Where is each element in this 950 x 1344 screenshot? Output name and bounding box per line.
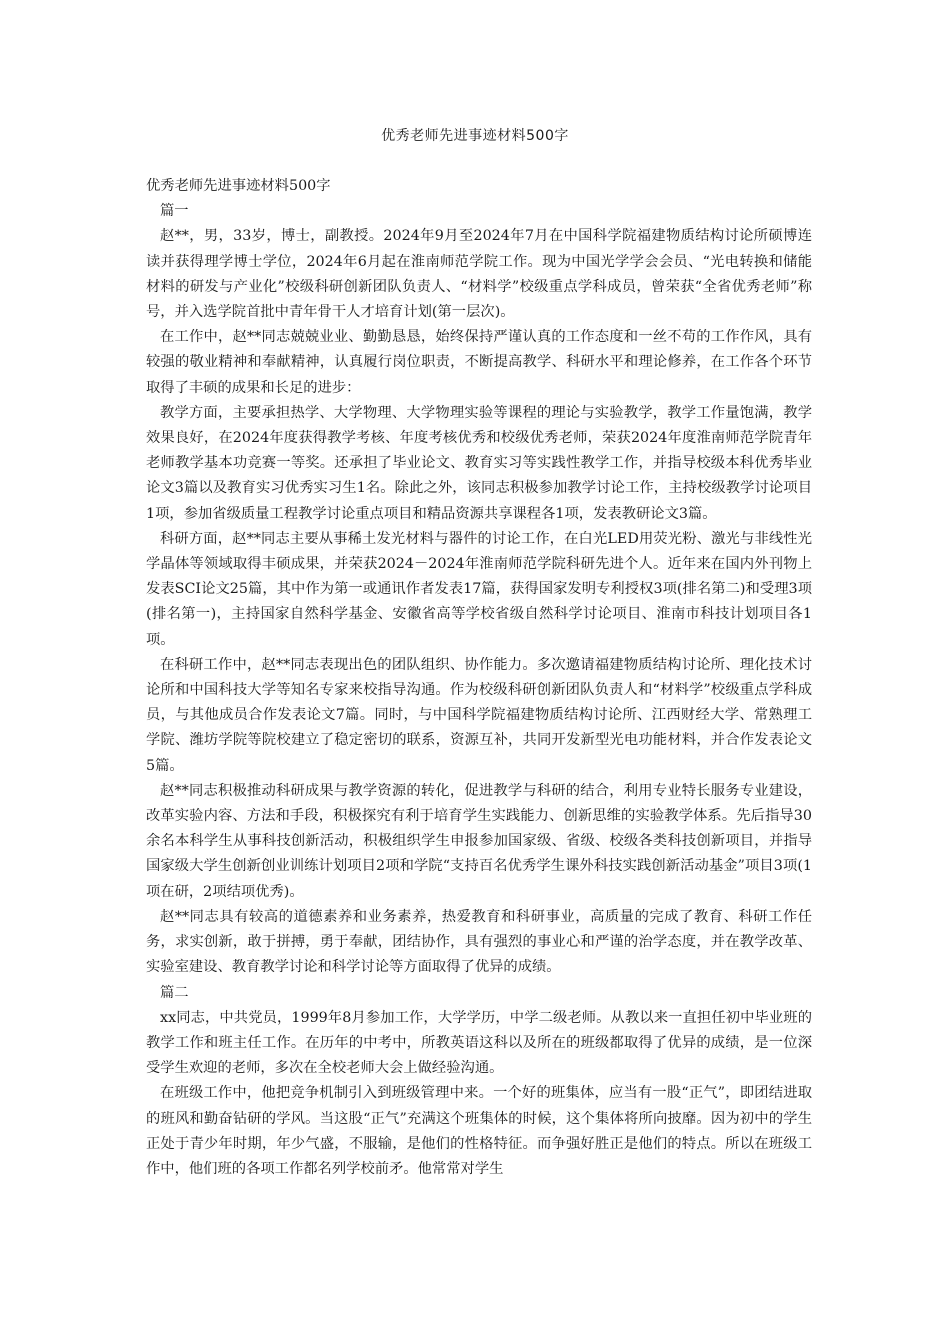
paragraph: xx同志，中共党员，1999年8月参加工作，大学学历，中学二级老师。从教以来一直担任初中毕业班的教学工作和班主任工作。在历年的中考中，所教英语这科以及所在的班级都取得了优异的成绩，是一位深受学生欢迎的老师，多次在全校老师大会上做经验沟通。 [146,1009,812,1077]
section-heading-2: 篇二 [160,984,189,1001]
paragraph: 赵**，男，33岁，博士，副教授。2024年9月至2024年7月在中国科学院福建物质结构讨论所硕博连读并获得理学博士学位，2024年6月起在淮南师范学院工作。现为中国光学学会会员、“光电转换和储能材料的研发与产业化”校级科研创新团队负责人、“材料学”校级重点学科成员，曾荣获“全省优秀老师”称号，并入选学院首批中青年骨干人才培育计划(第一层次)。 [146,228,812,321]
paragraph: 在工作中，赵**同志兢兢业业、勤勤恳恳，始终保持严谨认真的工作态度和一丝不苟的工作作风，具有较强的敬业精神和奉献精神，认真履行岗位职责，不断提高教学、科研水平和理论修养，在工作各个环节取得了丰硕的成果和长足的进步： [146,329,812,396]
document-body [146,174,812,1182]
document-title: 优秀老师先进事迹材料500字 [381,128,569,144]
document-subtitle: 优秀老师先进事迹材料500字 [146,178,331,194]
paragraph: 教学方面，主要承担热学、大学物理、大学物理实验等课程的理论与实验教学，教学工作量饱满，教学效果良好，在2024年度获得教学考核、年度考核优秀和校级优秀老师，荣获2024年度淮南师范学院青年老师教学基本功竞赛一等奖。还承担了毕业论文、教育实习等实践性教学工作，并指导校级本科优秀毕业论文3篇以及教育实习优秀实习生1名。除此之外，该同志积极参加教学讨论工作，主持校级教学讨论项目1项，参加省级质量工程教学讨论重点项目和精品资源共享课程各1项，发表教研论文3篇。 [146,404,812,522]
paragraph: 赵**同志具有较高的道德素养和业务素养，热爱教育和科研事业，高质量的完成了教育、科研工作任务，求实创新，敢于拼搏，勇于奉献，团结协作，具有强烈的事业心和严谨的治学态度，并在教学改革、实验室建设、教育教学讨论和科学讨论等方面取得了优异的成绩。 [146,908,812,976]
paragraph: 科研方面，赵**同志主要从事稀土发光材料与器件的讨论工作，在白光LED用荧光粉、激光与非线性光学晶体等领域取得丰硕成果，并荣获2024－2024年淮南师范学院科研先进个人。近年来在国内外刊物上发表SCI论文25篇，其中作为第一或通讯作者发表17篇，获得国家发明专利授权3项(排名第二)和受理3项(排名第一)，主持国家自然科学基金、安徽省高等学校省级自然科学讨论项目、淮南市科技计划项目各1项。 [146,530,812,648]
section-heading-1: 篇一 [160,203,189,220]
paragraph: 在科研工作中，赵**同志表现出色的团队组织、协作能力。多次邀请福建物质结构讨论所、理化技术讨论所和中国科技大学等知名专家来校指导沟通。作为校级科研创新团队负责人和“材料学”校级重点学科成员，与其他成员合作发表论文7篇。同时，与中国科学院福建物质结构讨论所、江西财经大学、常熟理工学院、潍坊学院等院校建立了稳定密切的联系，资源互补，共同开发新型光电功能材料，并合作发表论文5篇。 [146,656,812,774]
paragraph: 在班级工作中，他把竞争机制引入到班级管理中来。一个好的班集体，应当有一股“正气”，即团结进取的班风和勤奋钻研的学风。当这股“正气”充满这个班集体的时候，这个集体将所向披靡。因为初中的学生正处于青少年时期，年少气盛，不服输，是他们的性格特征。而争强好胜正是他们的特点。所以在班级工作中，他们班的各项工作都名列学校前矛。他常常对学生 [146,1085,812,1177]
paragraph: 赵**同志积极推动科研成果与教学资源的转化，促进教学与科研的结合，利用专业特长服务专业建设，改革实验内容、方法和手段，积极探究有利于培育学生实践能力、创新思维的实验教学体系。先后指导30余名本科学生从事科技创新活动，积极组织学生申报参加国家级、省级、校级各类科技创新项目，并指导国家级大学生创新创业训练计划项目2项和学院“支持百名优秀学生课外科技实践创新活动基金”项目3项(1项在研，2项结项优秀)。 [146,782,812,900]
